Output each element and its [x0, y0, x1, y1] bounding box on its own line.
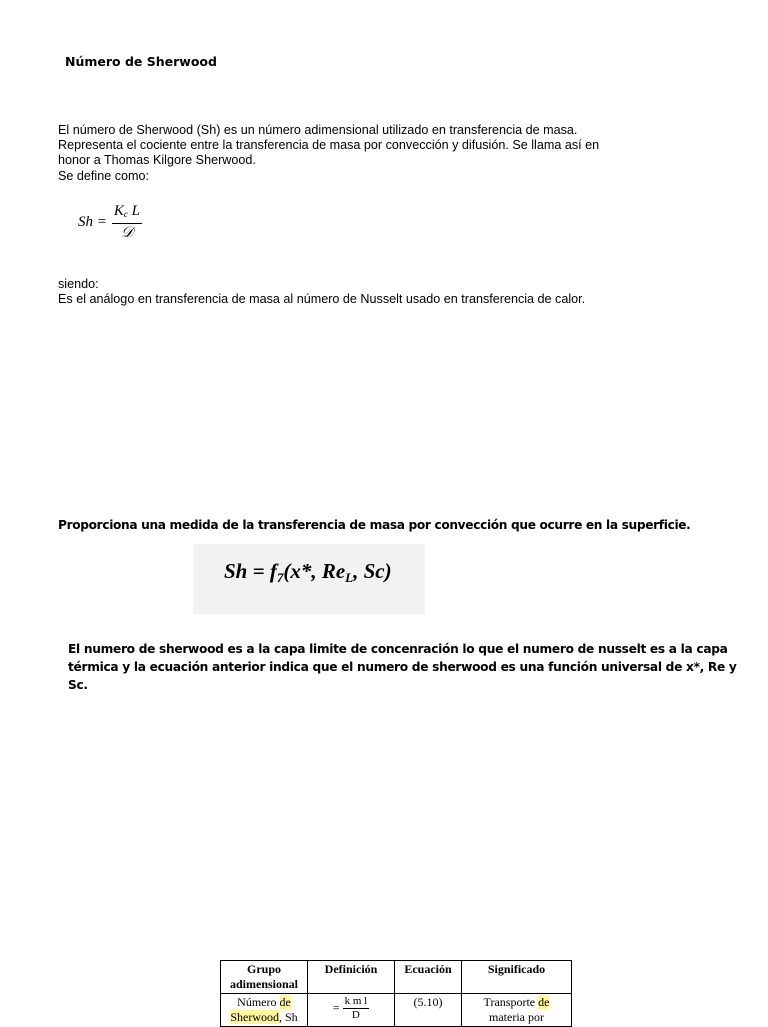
dimensionless-groups-table: [220, 960, 572, 1027]
intro-text: [58, 123, 658, 184]
formula2-subscript: L: [345, 570, 354, 585]
intro-line: El número de Sherwood (Sh) es un número adimensional utilizado en transferencia de masa.: [58, 123, 578, 137]
table-cell-definition: [308, 994, 395, 1027]
table-cell-equation: (5.10): [395, 994, 462, 1027]
formula-denominator: 𝒟: [120, 225, 133, 241]
siendo-line: Es el análogo en transferencia de masa al número de Nusselt usado en transferencia de calor.: [58, 292, 586, 307]
table-header-cell: Ecuación: [395, 961, 462, 994]
table-header-row: [221, 961, 572, 994]
table-header-cell: Significado: [462, 961, 572, 994]
definition-equals: =: [332, 1000, 340, 1015]
page-title: Número de Sherwood: [65, 54, 217, 69]
definition-numerator: k m l: [344, 995, 368, 1007]
formula2-part: , Sc): [353, 559, 392, 583]
proporciona-heading: Proporciona una medida de la transferencia de masa por convección que ocurre en la superficie.: [58, 518, 691, 532]
highlighted-text: de: [279, 995, 291, 1009]
formula-fraction: [112, 203, 142, 241]
table-row: [221, 994, 572, 1027]
formula-lhs: Sh =: [78, 213, 107, 230]
formula2-part: Sh = f: [224, 559, 277, 583]
formula-k: K: [113, 203, 124, 219]
paragraph-line: térmica y la ecuación anterior indica que el numero de sherwood es una función universal de x*, Re y: [68, 660, 737, 674]
highlighted-text: de: [538, 995, 550, 1009]
sherwood-definition-formula: [78, 203, 142, 241]
intro-line: Se define como:: [58, 168, 150, 183]
cell-text: Transporte: [483, 995, 539, 1009]
intro-line: honor a Thomas Kilgore Sherwood.: [58, 153, 256, 168]
highlighted-text: Sherwood: [230, 1010, 279, 1024]
intro-line: Representa el cociente entre la transferencia de masa por convección y difusión. Se llama así en: [58, 138, 600, 153]
formula-k-subscript: c: [123, 209, 128, 219]
formula-l: L: [131, 203, 140, 219]
definition-fraction: [343, 995, 370, 1022]
cell-text: Número: [237, 995, 280, 1009]
table-cell-meaning: [462, 994, 572, 1027]
paragraph-line: Sc.: [68, 678, 88, 692]
cell-text: materia por: [489, 1010, 544, 1024]
cell-text: , Sh: [278, 1010, 298, 1024]
formula-numerator: [112, 203, 142, 224]
formula2-part: (x*, Re: [283, 559, 346, 583]
definition-denominator: D: [351, 1009, 360, 1021]
paragraph-line: El numero de sherwood es a la capa limite de concenración lo que el numero de nusselt es a la capa: [68, 642, 728, 656]
table-header-cell: Definición: [308, 961, 395, 994]
siendo-line: siendo:: [58, 277, 99, 291]
formula2-subscript: 7: [276, 570, 284, 585]
sherwood-function-formula: [224, 559, 392, 586]
siendo-text: [58, 277, 678, 307]
analogy-paragraph: [68, 640, 737, 694]
table-cell-group: [221, 994, 308, 1027]
table-header-cell: Grupo adimensional: [221, 961, 308, 994]
